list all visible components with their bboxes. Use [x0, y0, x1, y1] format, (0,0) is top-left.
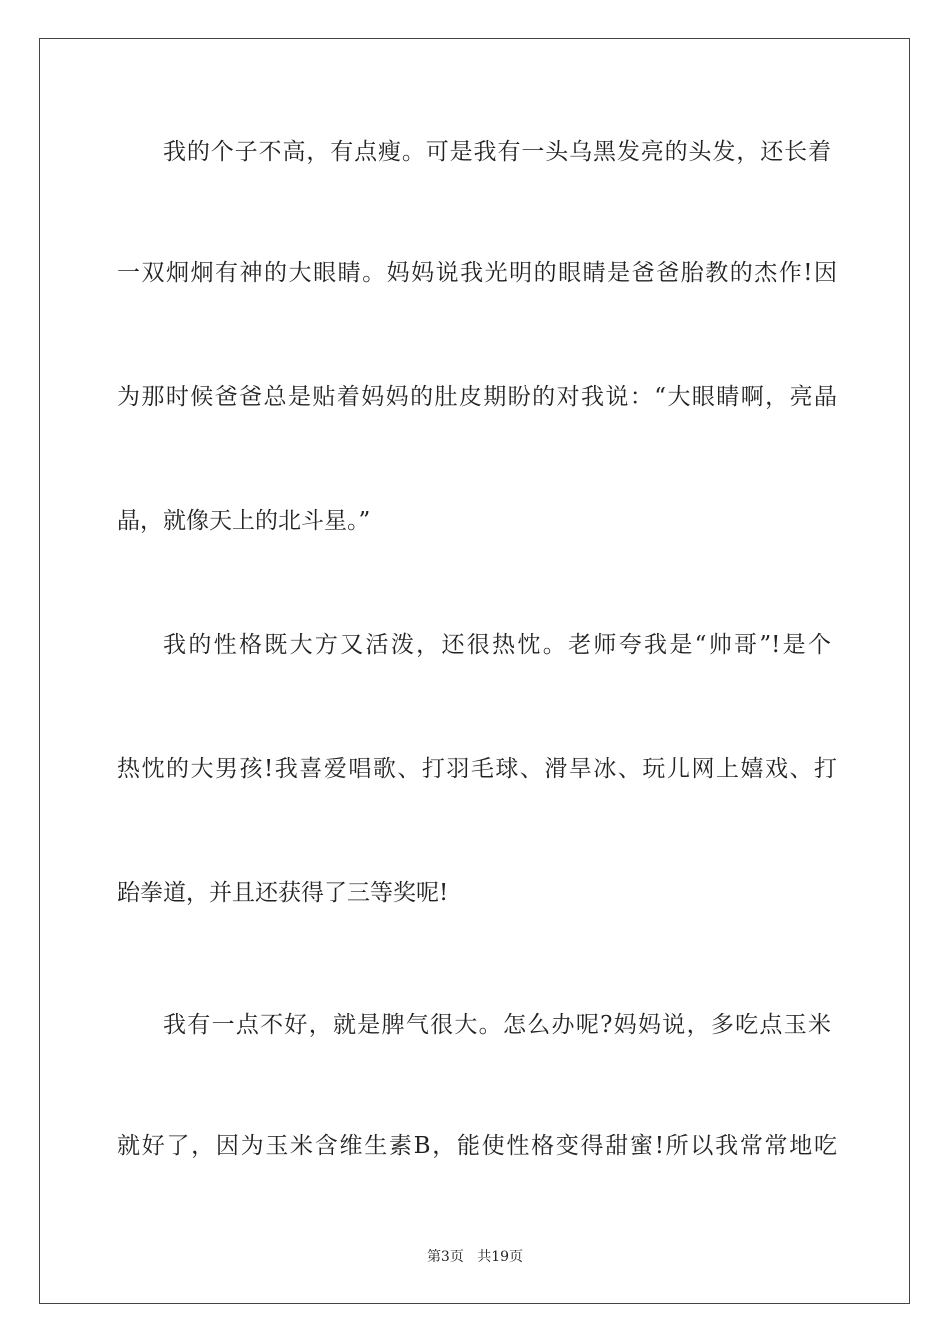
page-number: 第3页 [426, 1249, 464, 1265]
paragraph-1-line-3: 为那时候爸爸总是贴着妈妈的肚皮期盼的对我说：“大眼睛啊，亮晶 [117, 384, 837, 410]
paragraph-2-line-2: 热忱的大男孩!我喜爱唱歌、打羽毛球、滑旱冰、玩儿网上嬉戏、打 [117, 756, 837, 782]
paragraph-3-line-1: 我有一点不好，就是脾气很大。怎么办呢?妈妈说，多吃点玉米 [163, 1012, 831, 1038]
paragraph-1-line-2: 一双炯炯有神的大眼睛。妈妈说我光明的眼睛是爸爸胎教的杰作!因 [117, 260, 837, 286]
paragraph-2-line-1: 我的性格既大方又活泼，还很热忱。老师夸我是“帅哥”!是个 [163, 632, 831, 658]
paragraph-2-line-3: 跆拳道，并且还获得了三等奖呢! [117, 880, 449, 906]
page-footer [0, 1246, 950, 1266]
page-total: 共19页 [477, 1249, 524, 1265]
page-frame [39, 38, 910, 1304]
paragraph-1-line-4: 晶，就像天上的北斗星。” [117, 508, 371, 534]
paragraph-3-line-2: 就好了，因为玉米含维生素B，能使性格变得甜蜜!所以我常常地吃 [117, 1133, 837, 1159]
paragraph-1-line-1: 我的个子不高，有点瘦。可是我有一头乌黑发亮的头发，还长着 [163, 139, 831, 165]
